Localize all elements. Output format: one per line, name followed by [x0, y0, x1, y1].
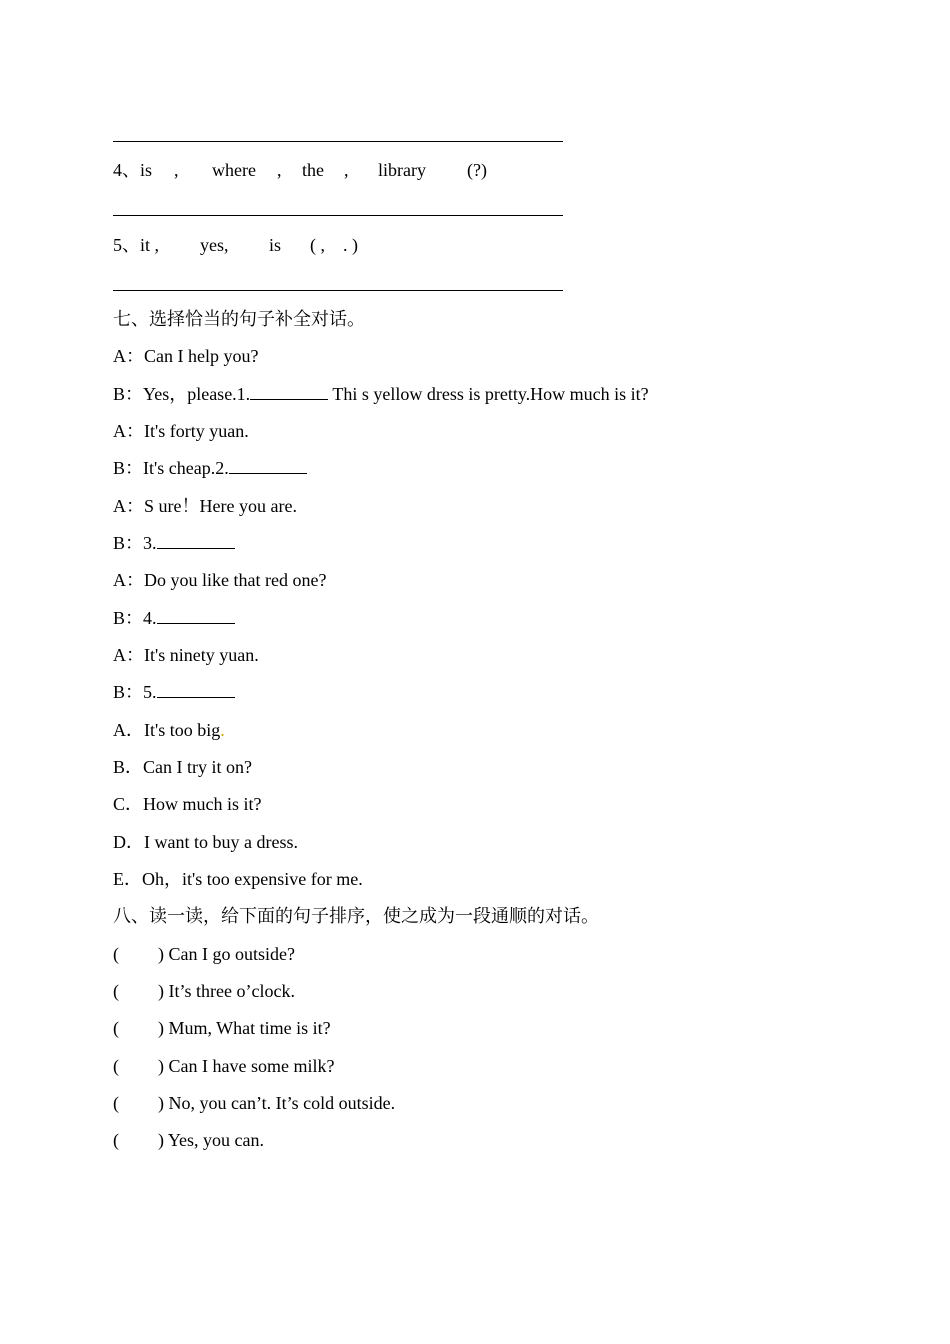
order-sentence: ) Mum, What time is it? — [158, 1018, 331, 1038]
blank-2[interactable] — [229, 457, 307, 474]
section-8-heading: 八、读一读，给下面的句子排序，使之成为一段通顺的对话。 — [113, 906, 599, 926]
q4-word: the — [302, 160, 324, 180]
dialogue-line: B：4. — [113, 607, 235, 629]
dialogue-line: A：S ure！Here you are. — [113, 496, 297, 516]
dialogue-line: A：Do you like that red one? — [113, 570, 327, 590]
answer-line[interactable] — [113, 141, 563, 142]
order-bracket[interactable]: ( — [113, 1018, 119, 1038]
option-letter: C． — [113, 794, 144, 814]
order-sentence: ) Yes, you can. — [158, 1130, 264, 1150]
dialogue-line: B：5. — [113, 681, 235, 703]
option-item: C．How much is it? — [113, 794, 262, 814]
order-sentence: ) Can I go outside? — [158, 944, 295, 964]
order-bracket[interactable]: ( — [113, 1130, 119, 1150]
speaker-label: B： — [113, 608, 144, 628]
order-bracket[interactable]: ( — [113, 981, 119, 1001]
blank-1[interactable] — [250, 383, 328, 400]
dialogue-line: B：It's cheap.2. — [113, 457, 307, 479]
speaker-label: A： — [113, 570, 144, 590]
q4-word: where — [212, 160, 256, 180]
order-sentence: ) No, you can’t. It’s cold outside. — [158, 1093, 396, 1113]
order-bracket[interactable]: ( — [113, 1056, 119, 1076]
q4-comma: , — [344, 160, 349, 180]
option-item: A．It's too big. — [113, 720, 225, 740]
answer-line[interactable] — [113, 290, 563, 291]
option-letter: A． — [113, 720, 144, 740]
order-sentence: ) It’s three o’clock. — [158, 981, 295, 1001]
section-7-heading: 七、选择恰当的句子补全对话。 — [113, 309, 365, 329]
option-item: B．Can I try it on? — [113, 757, 252, 777]
q5-punctuation: ( , . ) — [310, 235, 358, 255]
q4-comma: , — [277, 160, 282, 180]
q4-punctuation: (?) — [467, 160, 487, 180]
speaker-label: B： — [113, 384, 144, 404]
q4-word: library — [378, 160, 426, 180]
dialogue-line: A：Can I help you? — [113, 346, 259, 366]
answer-line[interactable] — [113, 215, 563, 216]
speaker-label: A： — [113, 645, 144, 665]
dialogue-line: B：Yes，please.1. Thi s yellow dress is pretty.How much is it? — [113, 384, 649, 404]
speaker-label: A： — [113, 421, 144, 441]
order-bracket[interactable]: ( — [113, 1093, 119, 1113]
blank-4[interactable] — [157, 607, 235, 624]
q5-word: is — [269, 235, 282, 255]
option-letter: D． — [113, 832, 144, 852]
q4-comma: , — [174, 160, 179, 180]
order-bracket[interactable]: ( — [113, 944, 119, 964]
q5-number-word: 5、it , — [113, 235, 160, 255]
option-letter: B． — [113, 757, 144, 777]
speaker-label: A： — [113, 346, 144, 366]
blank-5[interactable] — [157, 681, 235, 698]
q5-word: yes, — [200, 235, 229, 255]
speaker-label: A： — [113, 496, 144, 516]
dialogue-line: A：It's forty yuan. — [113, 421, 249, 441]
speaker-label: B： — [113, 682, 144, 702]
option-letter: E． — [113, 869, 142, 889]
option-item: E．Oh，it's too expensive for me. — [113, 869, 363, 889]
dialogue-line: A：It's ninety yuan. — [113, 645, 259, 665]
dialogue-line: B：3. — [113, 532, 235, 554]
q4-number-word: 4、is — [113, 160, 153, 180]
speaker-label: B： — [113, 458, 144, 478]
blank-3[interactable] — [157, 532, 235, 549]
option-item: D．I want to buy a dress. — [113, 832, 298, 852]
speaker-label: B： — [113, 533, 144, 553]
order-sentence: ) Can I have some milk? — [158, 1056, 335, 1076]
